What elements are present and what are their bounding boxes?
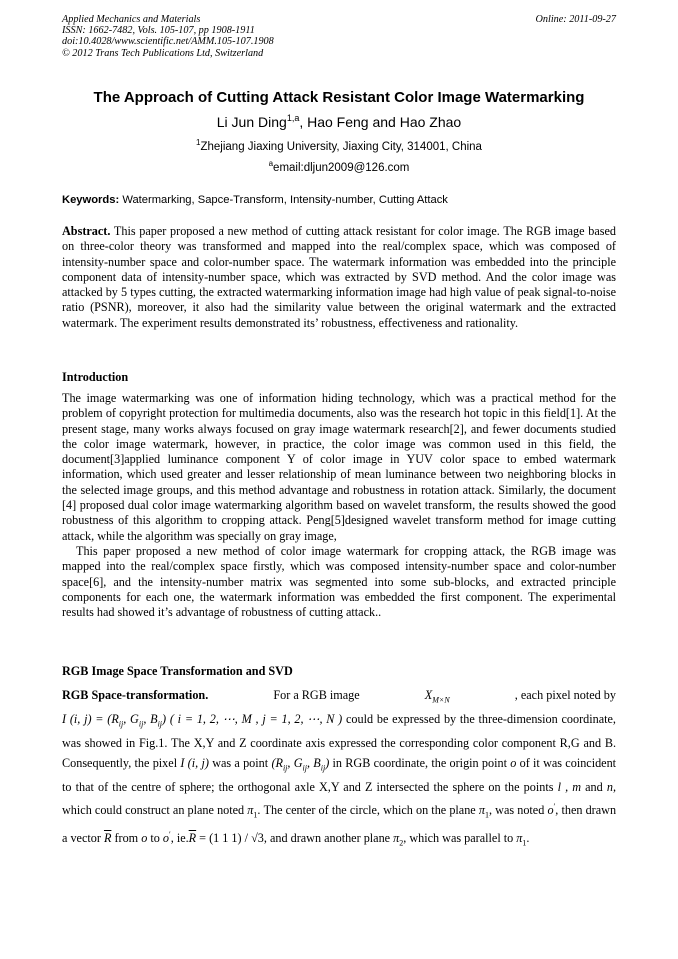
line-6-text: , and drawn another plane — [263, 831, 391, 846]
formula-ij-4: ) ( i = 1, 2, ⋯, M , j = 1, 2, ⋯, N ) — [162, 712, 343, 727]
line-5-end: , then drawn a vector — [62, 803, 617, 846]
pi-2: π — [393, 831, 400, 846]
pi-1c: π — [516, 831, 523, 846]
point-2: , G — [287, 755, 303, 770]
o-prime: o — [547, 803, 554, 818]
origin-symbol: o — [510, 755, 517, 770]
from-word: from — [114, 831, 139, 846]
intro-paragraph-2: This paper proposed a new method of color image watermark for cropping attack, the RGB image was mapped into the real/complex space firstly, which was composed intensity-number space and color-number space[6], and the intensity-number matrix was segmented into some sub-blocks, and extracted principle components for each one, the watermark information was embedded the first component. The experimental results had showed it’s advantage of robustness of cutting attack.. — [62, 543, 616, 620]
keywords-label: Keywords: — [62, 194, 120, 206]
sub-1: ij — [118, 719, 124, 729]
to-word: to — [150, 831, 160, 846]
and-word: and — [585, 779, 603, 794]
pi-1: π — [247, 803, 254, 818]
section-line-2: I (i, $j) = (R_{ij}$, $G_{ij}$, $B_{ij}$) ( i = 1, 2, ⋯, M , j = 1, 2, ⋯, N ) could be expressed by the three-dimension coordinate, was showed in Fig.1. The X,Y and Z coordinate axis expressed the corresponding color component R,G and B. Consequently, the pixel I (i, j) was a point ($R_{ij}$, $G_{ij}$, $B_{ij}$) in RGB coordinate, the origin point o of it was coincident to that of the centre of sphere; the orthogonal axle X,Y and Z intersected the sphere on the points l , m and n, which could construct an plane noted $\pi_1$. The center of the circle, which on the plane $\pi_1$, was noted o′, then drawn a vector $\overline{R}$ from o to o′, $ie.\overline{R} = (1$ 1 1) / √3, and drawn another plane $\pi_2$, which was parallel to $\pi_1$. — [62, 712, 617, 848]
journal-header — [62, 14, 616, 59]
affiliation-text: Zhejiang Jiaxing University, Jiaxing City, 314001, China — [200, 141, 482, 153]
other-authors: , Hao Feng and Hao Zhao — [299, 114, 462, 130]
issn: ISSN: 1662-7482, Vols. 105-107, pp 1908-1911 — [62, 25, 255, 37]
pi-2-sub: 2 — [399, 838, 404, 848]
vector-r: $\overline{R}$ — [103, 831, 112, 846]
author-1-affil-sup: 1,a — [286, 113, 300, 123]
email-sup: a — [268, 159, 274, 168]
section-body — [62, 686, 616, 853]
sub-6: ij — [320, 763, 326, 773]
line-1-text: For a RGB image — [273, 688, 360, 702]
image-symbol-x: X — [424, 688, 433, 702]
pi-1b: π — [478, 803, 485, 818]
pi-1b-sub: 1 — [484, 810, 489, 820]
pi-1-sub: 1 — [253, 810, 258, 820]
author-1: Li Jun Ding — [216, 114, 287, 130]
keywords — [62, 194, 616, 206]
ie-word: ie. — [176, 831, 189, 846]
sub-4: ij — [282, 763, 288, 773]
section-line-1 — [62, 686, 616, 710]
line-4-text: of it was coincident to that of the centre of sphere; the orthogonal axle X,Y and Z intersected the sphere on the points — [62, 755, 617, 794]
prime-mark: ′ — [553, 802, 556, 812]
vector-r-2: $\overline{R}$ — [188, 831, 197, 846]
pi-1c-sub: 1 — [522, 838, 527, 848]
point-3: , B — [306, 755, 321, 770]
line-2-text: could be expressed by the three-dimension coordinate, was showed in Fig.1. The X,Y and Z coordinate axis expressed the corresponding color component R,G and B. Consequently, the pixel — [62, 712, 616, 770]
prime-mark-2: ′ — [168, 830, 171, 840]
final-dot: . — [526, 831, 530, 846]
introduction-body — [62, 391, 616, 620]
line-5-text: . The center of the circle, which on the plane — [257, 803, 476, 818]
abstract-label: Abstract. — [62, 224, 111, 238]
affiliation — [40, 138, 638, 153]
line-5-mid: , was noted — [488, 803, 545, 818]
authors — [40, 113, 638, 130]
section-heading: RGB Image Space Transformation and SVD — [62, 664, 293, 678]
keywords-text: Watermarking, Sapce-Transform, Intensity-number, Cutting Attack — [122, 194, 448, 206]
vector-formula: = (1 1 1) / √3 — [199, 831, 264, 846]
line-4-end: which could construct an plane noted — [62, 803, 245, 818]
sub-5: ij — [302, 763, 307, 773]
introduction-heading: Introduction — [62, 370, 129, 384]
points-lm: l , m — [557, 779, 582, 794]
point-1: (R — [271, 755, 283, 770]
abstract-text: This paper proposed a new method of cutting attack resistant for color image. The RGB image based on three-color theory was transformed and mapped into the real/complex space, which was composed of intensity-number space and color-number space. The watermark information was embedded into the principle component data of intensity-number space, which was extracted by SVD method. And the color image was attacked by 5 types cutting, the extracted watermarking information image had high value of peak signal-to-noise ratio (PSNR), moreover, it also had the similarity value between the original watermark and the extracted watermark. The experiment results demonstrated its’ robustness, effectiveness and rationality. — [62, 224, 616, 330]
online-date: Online: 2011-09-27 — [535, 14, 616, 25]
affiliation-sup: 1 — [196, 138, 201, 147]
paper-title: The Approach of Cutting Attack Resistant Color Image Watermarking — [93, 89, 585, 106]
email — [40, 159, 638, 174]
pixel-symbol: I (i, j) — [180, 755, 209, 770]
line-3-end: in RGB coordinate, the origin point — [332, 755, 507, 770]
abstract — [62, 224, 616, 331]
email-text: email:dljun2009@126.com — [273, 162, 410, 174]
formula-ij-3: , B — [143, 712, 158, 727]
image-symbol — [425, 686, 450, 710]
subsection-label: RGB Space-transformation. — [62, 688, 209, 702]
sub-2: ij — [138, 719, 144, 729]
image-symbol-sub: M×N — [432, 695, 450, 705]
journal-name: Applied Mechanics and Materials — [62, 14, 201, 25]
copyright: © 2012 Trans Tech Publications Ltd, Switzerland — [62, 47, 264, 59]
formula-ij-2: , G — [123, 712, 139, 727]
line-3-text: was a point — [212, 755, 269, 770]
line-6-mid: , which was parallel to — [403, 831, 514, 846]
doi: doi:10.4028/www.scientific.net/AMM.105-107.1908 — [62, 36, 274, 48]
formula-ij-1: I (i, j) = (R — [62, 712, 119, 727]
line-1-end: , each pixel noted by — [514, 688, 616, 702]
intro-paragraph-1: The image watermarking was one of information hiding technology, which was a practical method for the problem of copyright protection for multimedia documents, also was the research hot topic in this field[1]. At the present stage, many works always focused on gray image watermark research[2], and fewer documents studied the color image watermark, however, in practice, the color image was common used in this field, the document[3]applied luminance component Y of color image in YUV color space to embed watermark information, which used greater and lesser relationship of mean luminance between two neighboring blocks in the selected image groups, and this method advantage and robustness in rotation attack. Similarly, the document [4] proposed dual color image watermarking algorithm based on wavelet transform, the results showed the good robustness of this algorithm to cropping attack. Peng[5]designed wavelet transform method for image cutting attack, while the algorithm was specially on gray image, — [62, 391, 616, 543]
o-prime-2: o — [162, 831, 169, 846]
sub-3: ij — [157, 719, 163, 729]
origin-o: o — [141, 831, 148, 846]
point-4: ) — [325, 755, 330, 770]
point-n: n, — [606, 779, 616, 794]
